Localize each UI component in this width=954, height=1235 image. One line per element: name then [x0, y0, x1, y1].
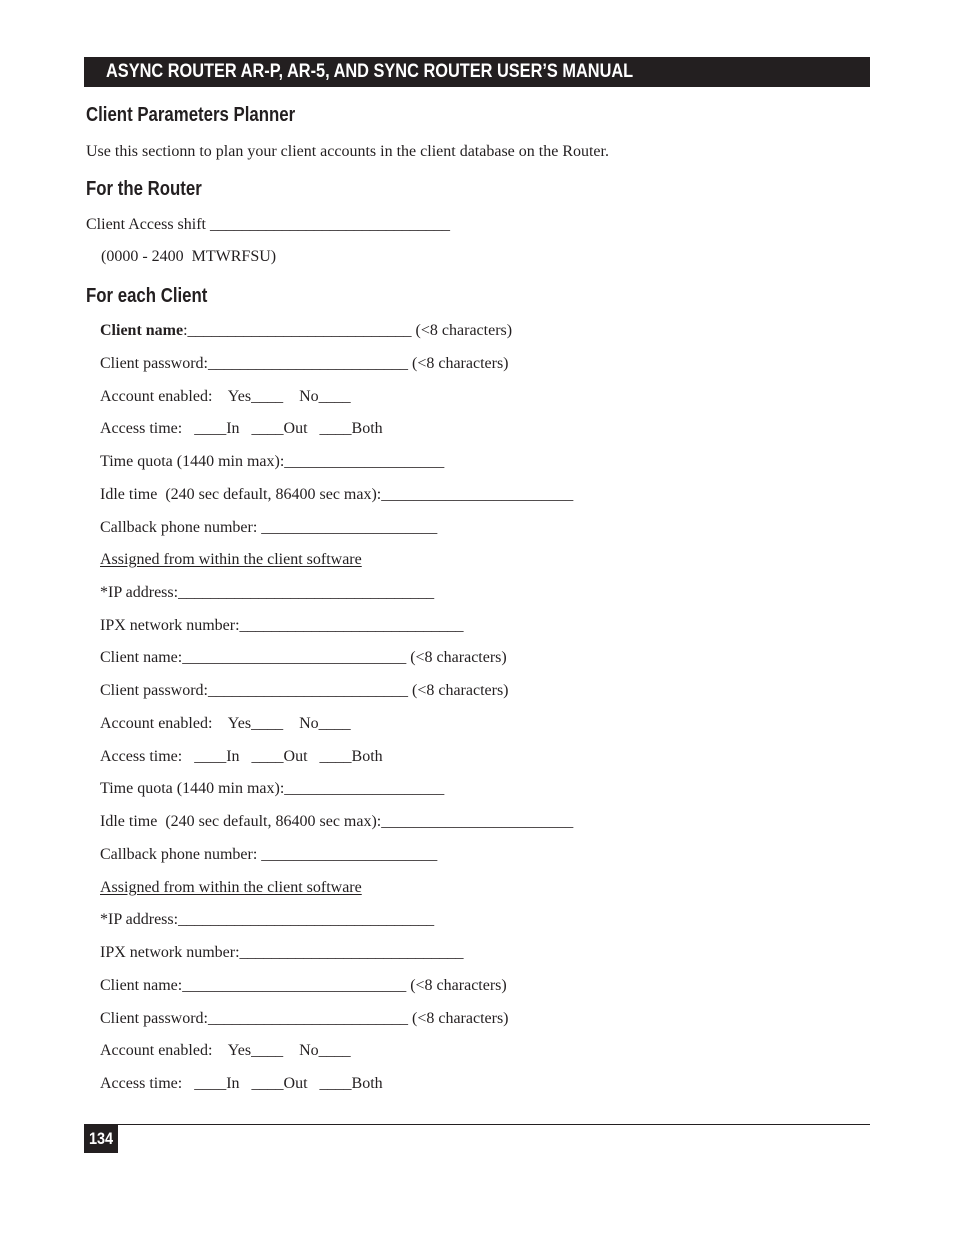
client1-ip-address: *IP address:________________________________	[100, 584, 435, 601]
manual-header-bar	[84, 57, 870, 87]
planner-heading: Client Parameters Planner	[86, 104, 296, 126]
client1-ipx-network: IPX network number:____________________________	[100, 617, 464, 634]
client1-password-field: Client password:_________________________ (<8 characters)	[100, 355, 509, 372]
client3-account-enabled: Account enabled: Yes____ No____	[100, 1042, 351, 1059]
client2-assigned-note: Assigned from within the client software	[100, 879, 362, 896]
client2-name-field: Client name:____________________________ (<8 characters)	[100, 649, 507, 666]
footer-rule	[84, 1124, 870, 1125]
manual-title: ASYNC ROUTER AR-P, AR-5, AND SYNC ROUTER USER’S MANUAL	[106, 61, 634, 82]
client1-time-quota: Time quota (1440 min max):____________________	[100, 453, 445, 470]
client1-callback-number: Callback phone number: ______________________	[100, 519, 438, 536]
client2-time-quota: Time quota (1440 min max):____________________	[100, 780, 445, 797]
client1-name-label: Client name	[100, 322, 184, 339]
page-number: 134	[88, 1129, 114, 1148]
client2-access-time: Access time: ____In ____Out ____Both	[100, 748, 383, 765]
client2-ip-address: *IP address:________________________________	[100, 911, 435, 928]
planner-intro: Use this sectionn to plan your client accounts in the client database on the Router.	[86, 143, 609, 160]
access-shift-format: (0000 - 2400 MTWRFSU)	[101, 248, 277, 265]
client2-callback-number: Callback phone number: ______________________	[100, 846, 438, 863]
client2-account-enabled: Account enabled: Yes____ No____	[100, 715, 351, 732]
client1-name-field	[100, 321, 512, 341]
client3-password-field: Client password:_________________________ (<8 characters)	[100, 1010, 509, 1027]
router-heading: For the Router	[86, 178, 202, 200]
page-number-box	[84, 1124, 118, 1153]
access-shift-field: Client Access shift ______________________________	[86, 216, 450, 233]
client2-ipx-network: IPX network number:____________________________	[100, 944, 464, 961]
client1-assigned-note: Assigned from within the client software	[100, 551, 362, 568]
client3-access-time: Access time: ____In ____Out ____Both	[100, 1075, 383, 1092]
client2-idle-time: Idle time (240 sec default, 86400 sec max):________________________	[100, 813, 574, 830]
client3-name-field: Client name:____________________________ (<8 characters)	[100, 977, 507, 994]
clients-heading: For each Client	[86, 285, 208, 307]
client1-name-blank: :____________________________ (<8 characters)	[183, 322, 513, 339]
client1-account-enabled: Account enabled: Yes____ No____	[100, 388, 351, 405]
client1-access-time: Access time: ____In ____Out ____Both	[100, 420, 383, 437]
client1-idle-time: Idle time (240 sec default, 86400 sec max):________________________	[100, 486, 574, 503]
client2-password-field: Client password:_________________________ (<8 characters)	[100, 682, 509, 699]
